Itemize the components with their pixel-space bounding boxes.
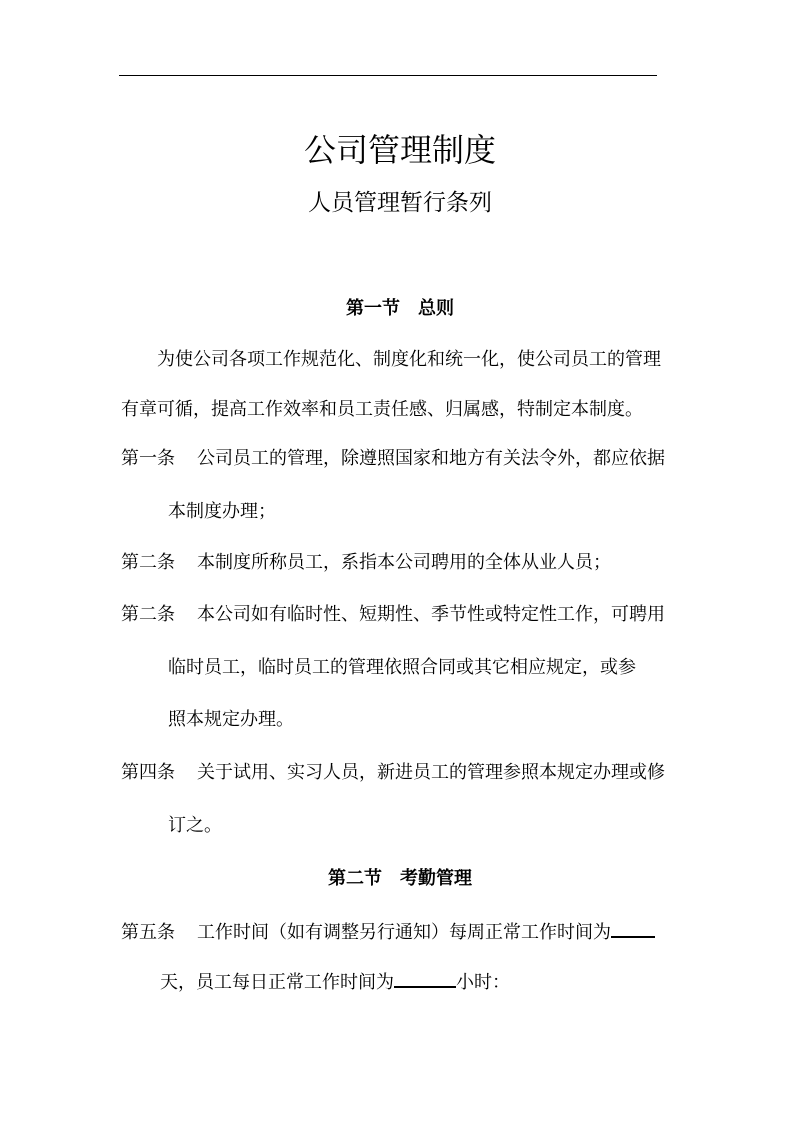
section-heading-general: 第一节 总则: [346, 298, 454, 319]
article-text: 关于试用、实习人员，新进员工的管理参照本规定办理或修: [197, 762, 665, 783]
article-label: 第二条: [121, 552, 175, 573]
days-per-week-blank: [611, 916, 655, 938]
header-rule: [119, 75, 657, 76]
article-5-first-line: [121, 916, 655, 947]
article-text: 工作时间（如有调整另行通知）每周正常工作时间为: [197, 922, 611, 943]
article-3-first-line: [121, 601, 665, 629]
hours-per-day-blank: [394, 966, 456, 988]
article-text: 本制度所称员工，系指本公司聘用的全体从业人员；: [197, 552, 611, 573]
article-4-continuation: 订之。: [168, 815, 222, 836]
article-2-first-line: [121, 549, 611, 577]
article-label: 第一条: [121, 448, 175, 469]
article-1-continuation: 本制度办理；: [168, 501, 276, 522]
article-3-continuation-1: 临时员工，临时员工的管理依照合同或其它相应规定，或参: [168, 657, 636, 678]
article-text: 本公司如有临时性、短期性、季节性或特定性工作，可聘用: [197, 604, 665, 625]
article-5-continuation: [160, 966, 510, 997]
article-text-suffix: 小时：: [456, 972, 510, 993]
article-1-first-line: [121, 445, 665, 473]
document-title: 公司管理制度: [303, 131, 496, 169]
article-3-continuation-2: 照本规定办理。: [168, 709, 294, 730]
article-label: 第二条: [121, 604, 175, 625]
intro-line-1: 为使公司各项工作规范化、制度化和统一化，使公司员工的管理: [157, 349, 661, 370]
article-text: 天，员工每日正常工作时间为: [160, 972, 394, 993]
article-label: 第四条: [121, 762, 175, 783]
section-heading-attendance: 第二节 考勤管理: [328, 868, 472, 889]
intro-line-2: 有章可循，提高工作效率和员工责任感、归属感，特制定本制度。: [121, 399, 643, 420]
article-text: 公司员工的管理，除遵照国家和地方有关法令外，都应依据: [197, 448, 665, 469]
document-subtitle: 人员管理暂行条列: [308, 190, 492, 216]
article-4-first-line: [121, 759, 665, 787]
article-label: 第五条: [121, 922, 175, 943]
